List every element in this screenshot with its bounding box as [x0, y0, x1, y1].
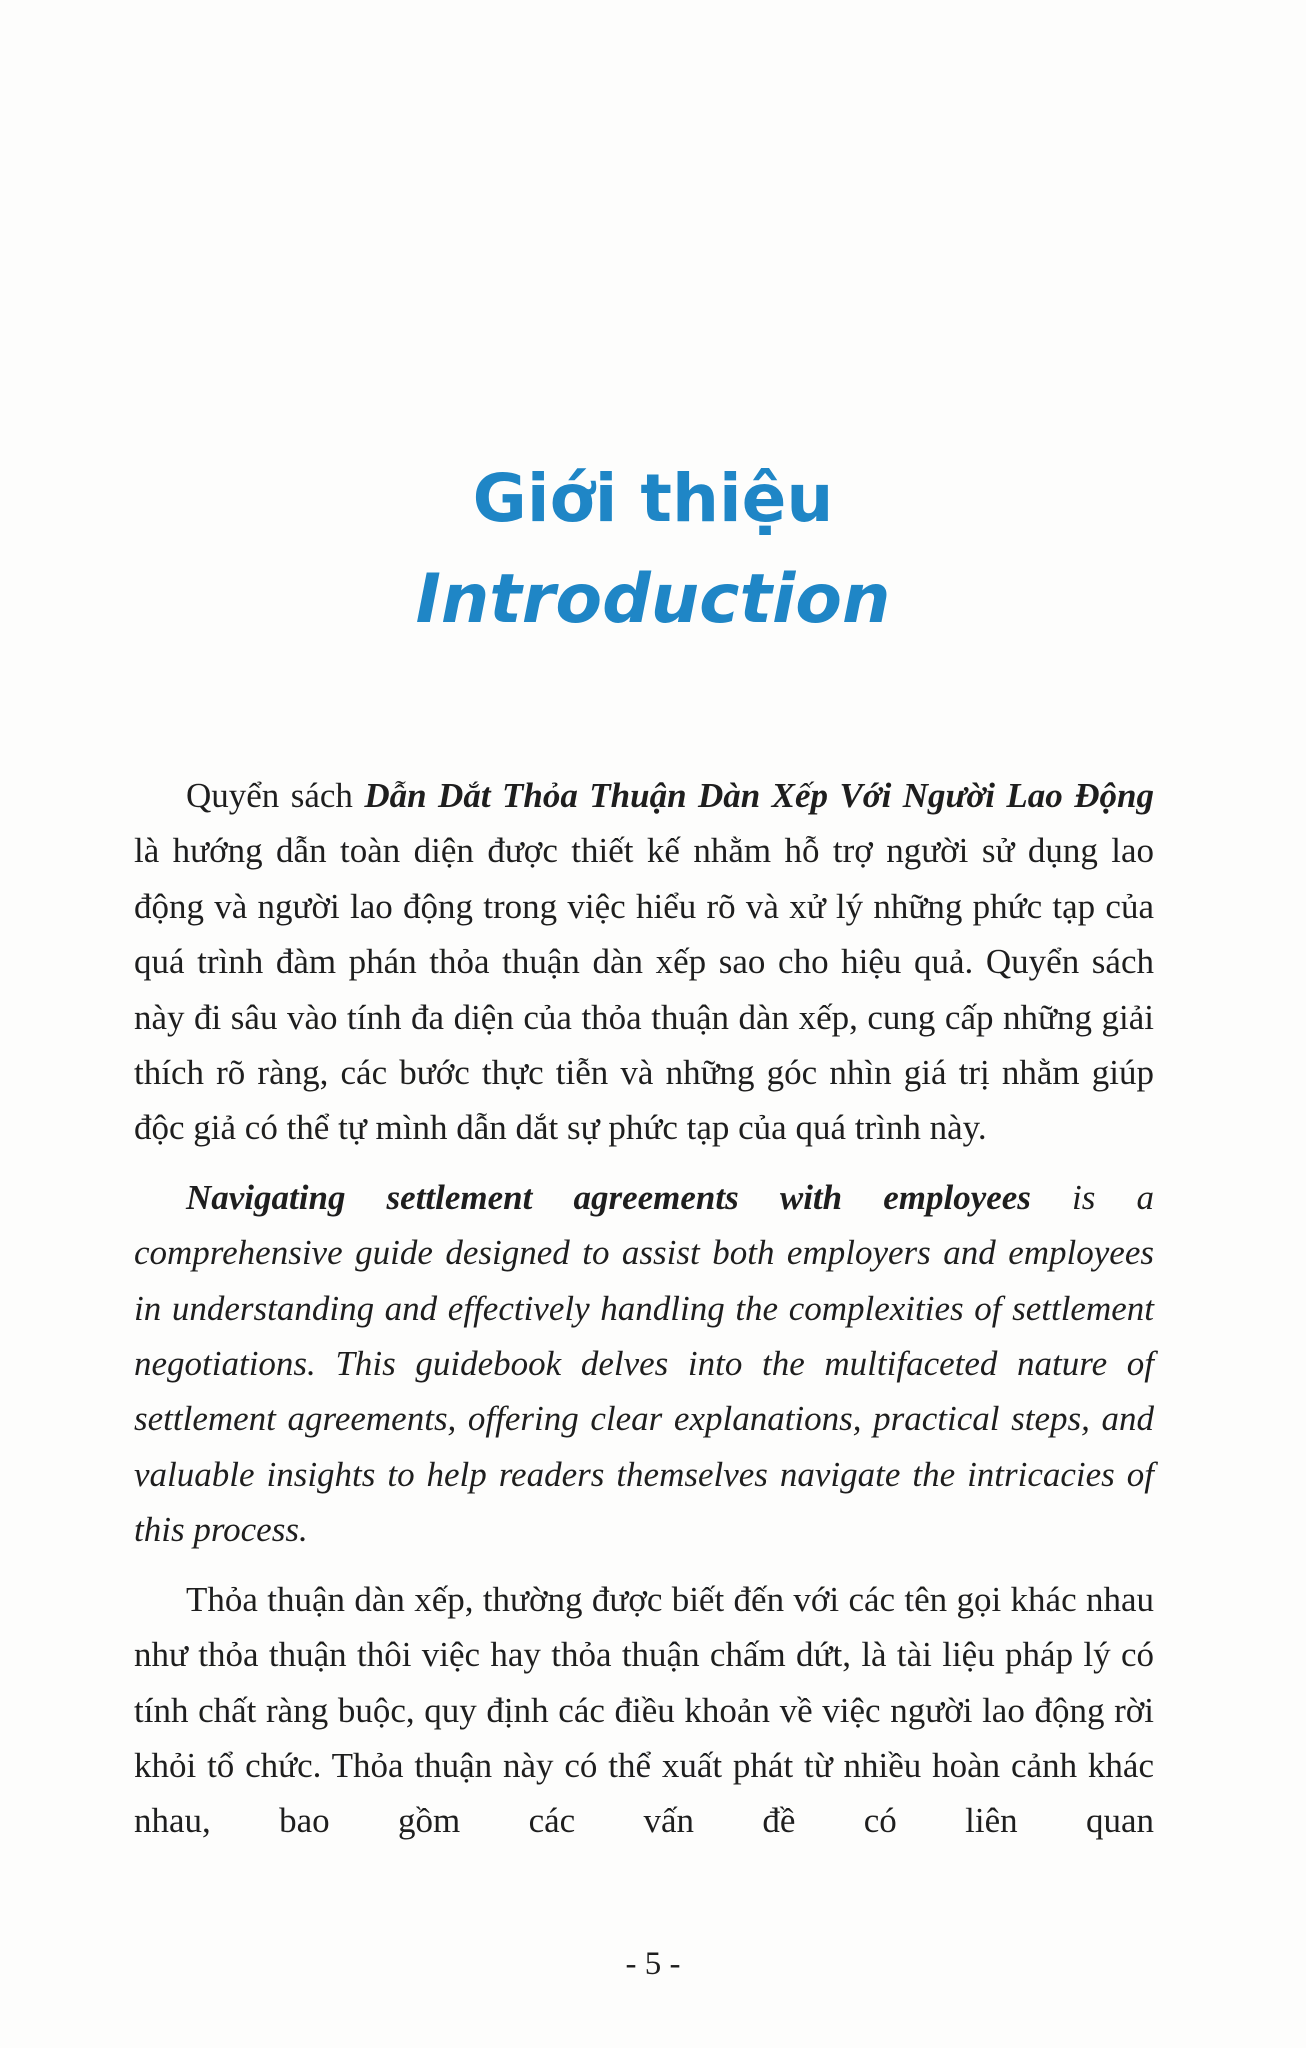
- paragraph-vietnamese-intro: [134, 768, 1154, 1156]
- page-number: - 5 -: [625, 1946, 681, 1982]
- paragraph-text: là hướng dẫn toàn diện được thiết kế nhằm hỗ trợ người sử dụng lao động và người lao động trong việc hiểu rõ và xử lý những phức tạp của quá trình đàm phán thỏa thuận dàn xếp sao cho hiệu quả. Quyển sách này đi sâu vào tính đa diện của thỏa thuận dàn xếp, cung cấp những giải thích rõ ràng, các bước thực tiễn và những góc nhìn giá trị nhằm giúp độc giả có thể tự mình dẫn dắt sự phức tạp của quá trình này.: [134, 831, 1154, 1148]
- book-title-vietnamese: Dẫn Dắt Thỏa Thuận Dàn Xếp Với Người Lao Động: [364, 776, 1154, 815]
- book-title-english: Navigating settlement agreements with employees: [186, 1177, 1031, 1217]
- chapter-title-vietnamese: Giới thiệu: [472, 460, 834, 537]
- body-text: [134, 768, 1154, 1849]
- paragraph-settlement-definition: Thỏa thuận dàn xếp, thường được biết đến với các tên gọi khác nhau như thỏa thuận thôi việc hay thỏa thuận chấm dứt, là tài liệu pháp lý có tính chất ràng buộc, quy định các điều khoản về việc người lao động rời khỏi tổ chức. Thỏa thuận này có thể xuất phát từ nhiều hoàn cảnh khác nhau, bao gồm các vấn đề có liên quan: [134, 1579, 1154, 1841]
- paragraph-english-intro: [134, 1170, 1154, 1558]
- paragraph-text: Quyển sách: [186, 776, 365, 815]
- chapter-title-english: Introduction: [415, 560, 891, 639]
- paragraph-text: is a comprehensive guide designed to assist both employers and employees in understanding and effectively handling the complexities of settlement negotiations. This guidebook delves into the multifaceted nature of settlement agreements, offering clear explanations, practical steps, and valuable insights to help readers themselves navigate the intricacies of this process.: [134, 1177, 1154, 1550]
- chapter-heading: [0, 455, 1306, 649]
